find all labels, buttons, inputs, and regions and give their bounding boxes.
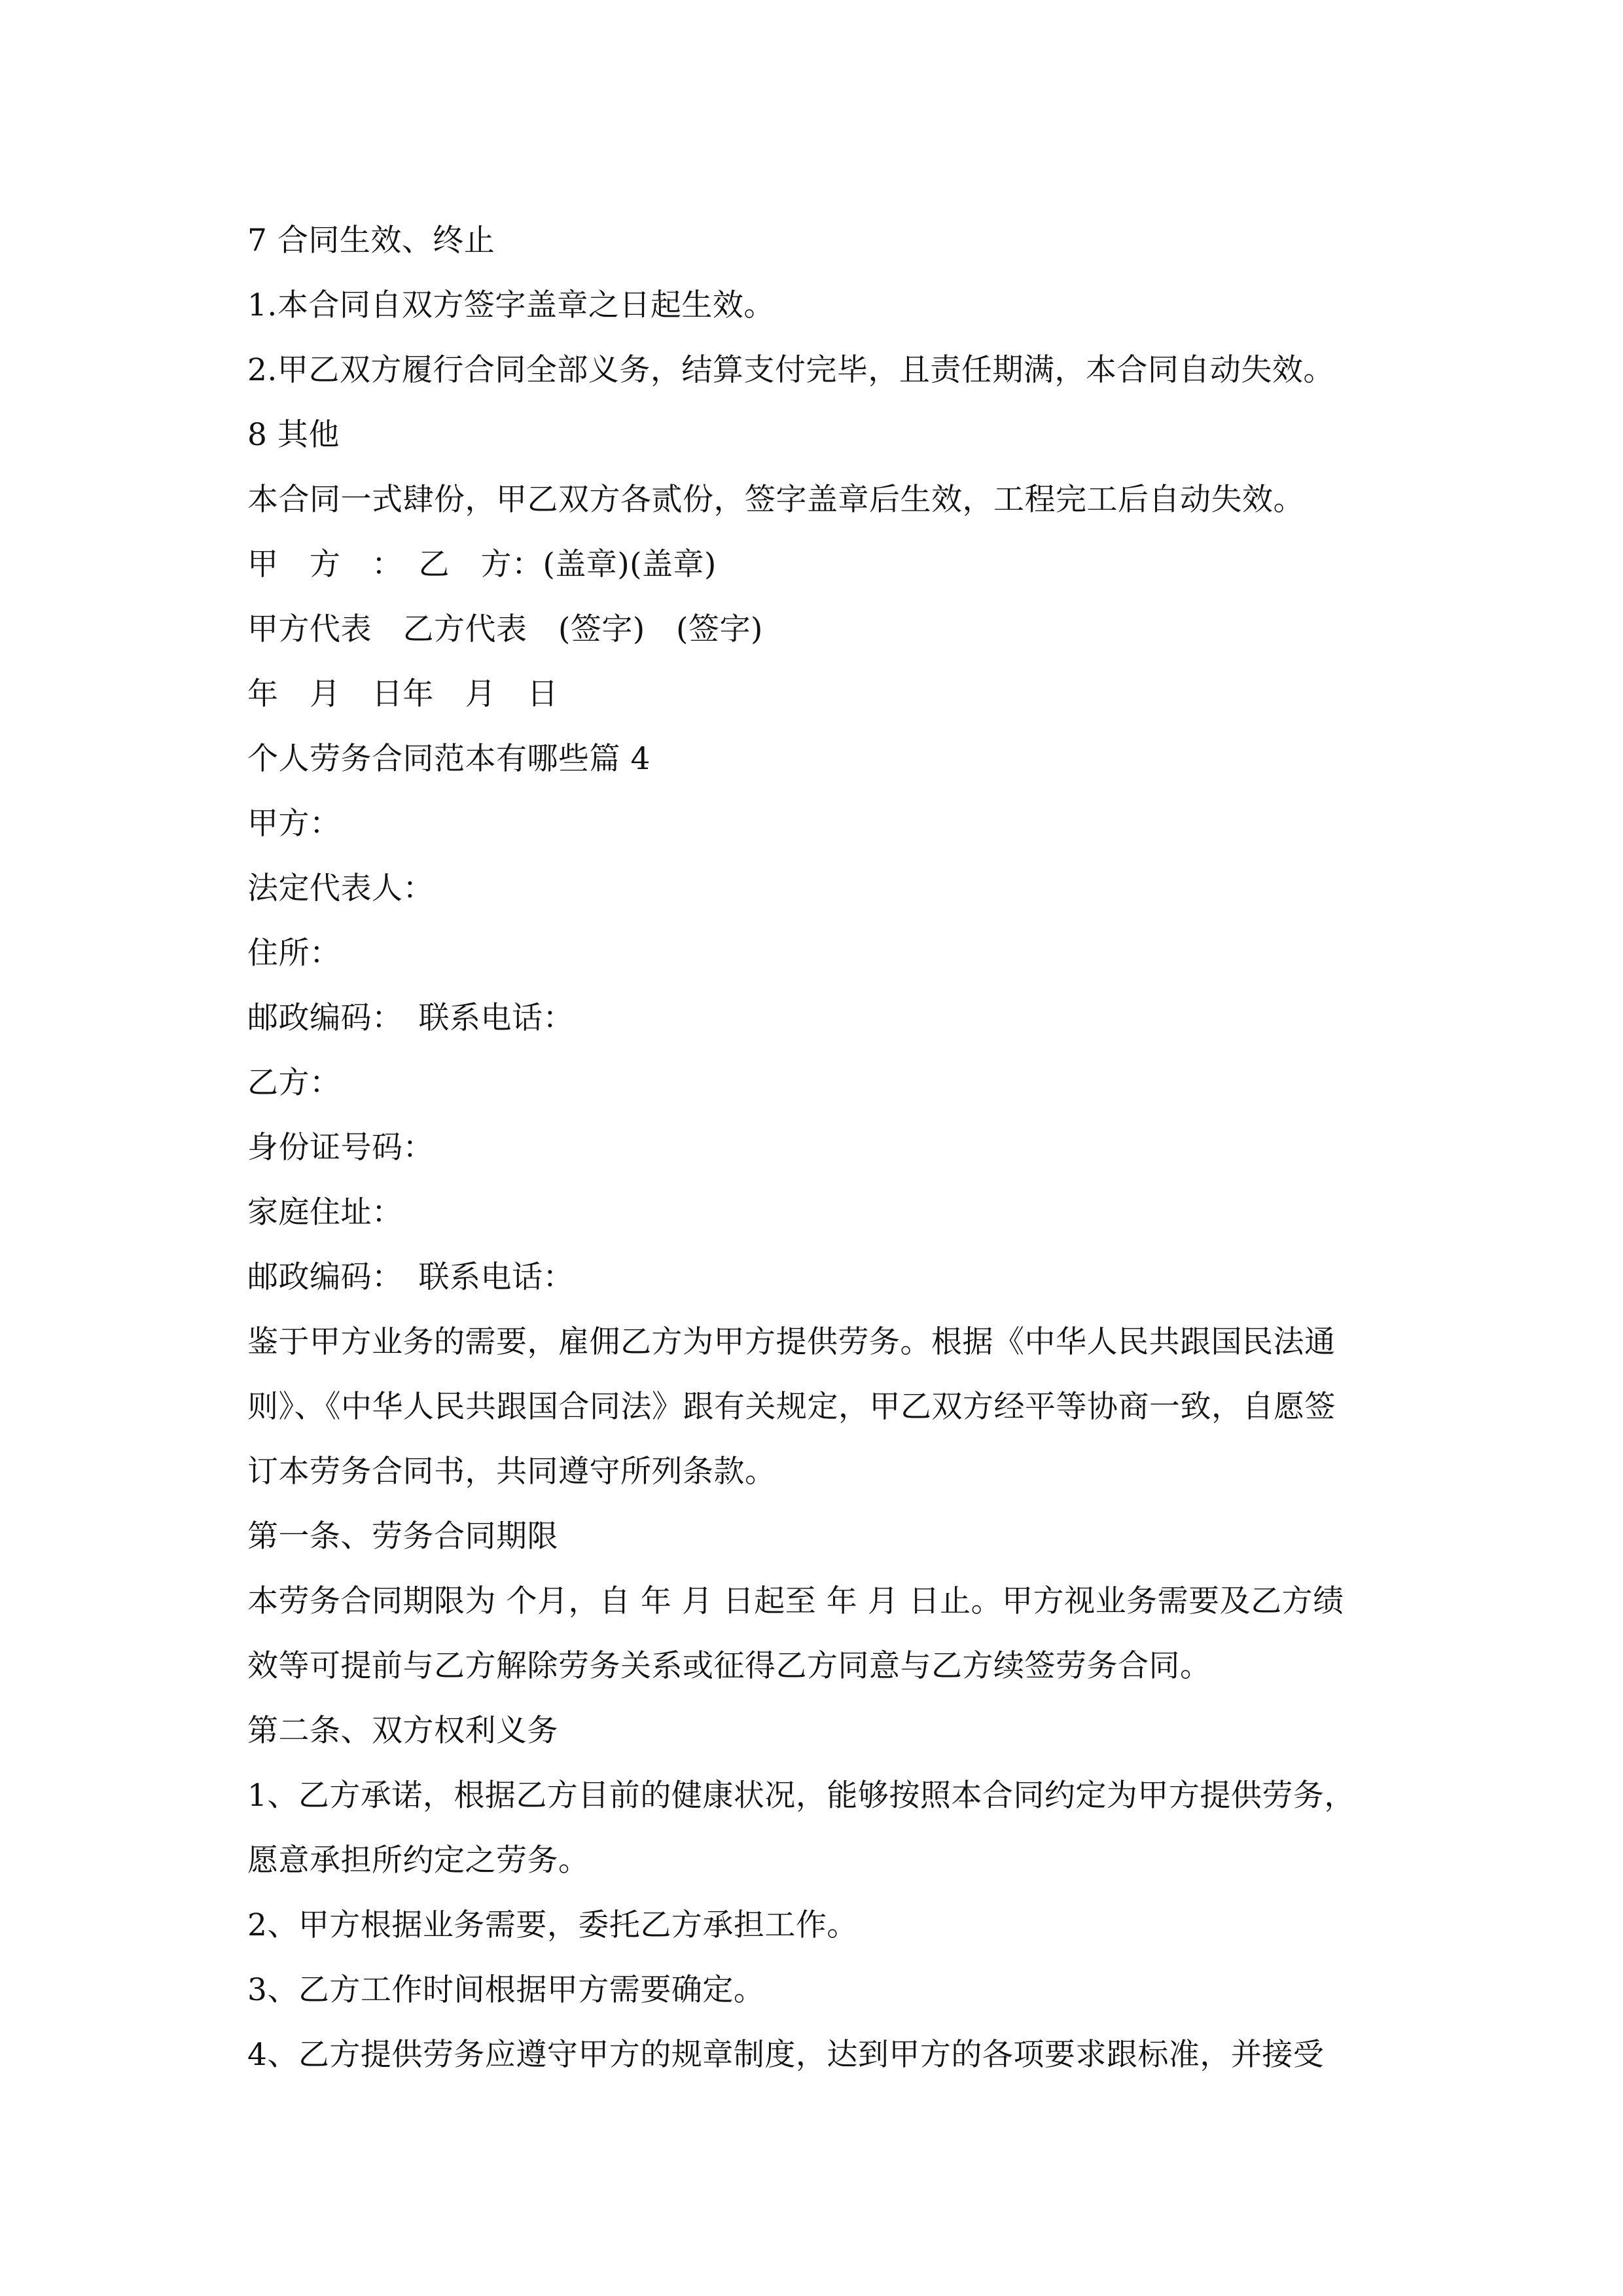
paragraph-line: 1、乙方承诺，根据乙方目前的健康状况，能够按照本合同约定为甲方提供劳务， — [247, 1778, 1355, 1814]
paragraph-line: 4、乙方提供劳务应遵守甲方的规章制度，达到甲方的各项要求跟标准，并接受 — [247, 2037, 1325, 2073]
signature-line-date: 年 月 日年 月 日 — [247, 676, 558, 712]
paragraph-line: 本合同一式肆份，甲乙双方各贰份，签字盖章后生效，工程完工后自动失效。 — [247, 482, 1304, 518]
postal-phone-field: 邮政编码： 联系电话： — [247, 1000, 574, 1036]
paragraph-line: 效等可提前与乙方解除劳务关系或征得乙方同意与乙方续签劳务合同。 — [247, 1648, 1211, 1684]
paragraph-line: 2.甲乙双方履行合同全部义务，结算支付完毕，且责任期满，本合同自动失效。 — [247, 352, 1334, 388]
postal-phone-field: 邮政编码： 联系电话： — [247, 1259, 574, 1295]
article-heading-2: 第二条、双方权利义务 — [247, 1713, 558, 1749]
paragraph-line: 鉴于甲方业务的需要，雇佣乙方为甲方提供劳务。根据《中华人民共跟国民法通 — [247, 1324, 1336, 1360]
paragraph-line: 订本劳务合同书，共同遵守所列条款。 — [247, 1454, 776, 1490]
paragraph-line: 1.本合同自双方签字盖章之日起生效。 — [247, 287, 775, 323]
party-a-field: 甲方： — [247, 806, 341, 842]
section-heading-7: 7 合同生效、终止 — [247, 223, 495, 259]
legal-representative-field: 法定代表人： — [247, 870, 434, 906]
article-heading-1: 第一条、劳务合同期限 — [247, 1518, 558, 1554]
paragraph-line: 本劳务合同期限为 个月，自 年 月 日起至 年 月 日止。甲方视业务需要及乙方绩 — [247, 1583, 1344, 1619]
document-body — [247, 208, 1399, 2087]
id-number-field: 身份证号码： — [247, 1130, 434, 1166]
paragraph-line: 2、甲方根据业务需要，委托乙方承担工作。 — [247, 1907, 858, 1943]
paragraph-line: 则》、《中华人民共跟国合同法》跟有关规定，甲乙双方经平等协商一致，自愿签 — [247, 1389, 1336, 1425]
party-b-field: 乙方： — [247, 1065, 341, 1101]
paragraph-line: 3、乙方工作时间根据甲方需要确定。 — [247, 1972, 765, 2008]
paragraph-line: 愿意承担所约定之劳务。 — [247, 1842, 590, 1878]
address-field: 住所： — [247, 935, 341, 971]
contract-title: 个人劳务合同范本有哪些篇 4 — [247, 741, 651, 777]
home-address-field: 家庭住址： — [247, 1194, 403, 1230]
section-heading-8: 8 其他 — [247, 417, 340, 453]
signature-line-representatives: 甲方代表 乙方代表 (签字) (签字) — [247, 611, 763, 647]
signature-line-parties: 甲 方 ： 乙 方：(盖章)(盖章) — [247, 547, 717, 583]
